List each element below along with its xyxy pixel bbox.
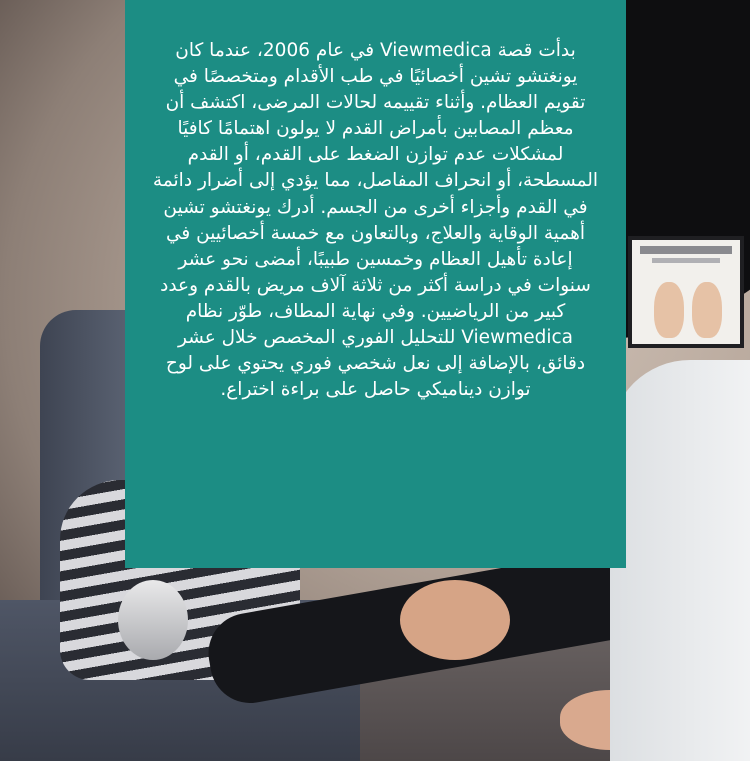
doctor-white-coat: [610, 360, 750, 761]
poster-foot-left: [654, 282, 684, 338]
story-paragraph: بدأت قصة Viewmedica في عام 2006، عندما كان يونغتشو تشين أخصائيًا في طب الأقدام ومتخصصًا في تقويم العظام. وأثناء تقييمه لحالات المرضى، اكتشف أن معظم المصابين بأمراض القدم لا يولون اهتمامًا كافيًا لمشكلات عدم توازن الضغط على القدم، أو القدم المسطحة، أو انحراف المفاصل، مما يؤدي إلى أضرار دائمة في القدم وأجزاء أخرى من الجسم. أدرك يونغتشو تشين أهمية الوقاية والعلاج، وبالتعاون مع خمسة أخصائيين في إعادة تأهيل العظام وخمسين طبيبًا، أمضى نحو عشر سنوات في دراسة أكثر من ثلاثة آلاف مريض بالقدم وعدد كبير من الرياضيين. وفي نهاية المطاف، طوّر نظام Viewmedica للتحليل الفوري المخصص خلال عشر دقائق، بالإضافة إلى نعل شخصي فوري يحتوي على لوح توازن ديناميكي حاصل على براءة اختراع.: [152, 40, 599, 401]
doctor-hand: [400, 580, 510, 660]
poster-subheading-line: [652, 258, 720, 263]
text-panel: [125, 0, 626, 568]
poster-foot-right: [692, 282, 722, 338]
poster-heading-line: [640, 246, 732, 254]
wall-poster: [628, 236, 744, 348]
chair-armrest: [118, 580, 188, 660]
